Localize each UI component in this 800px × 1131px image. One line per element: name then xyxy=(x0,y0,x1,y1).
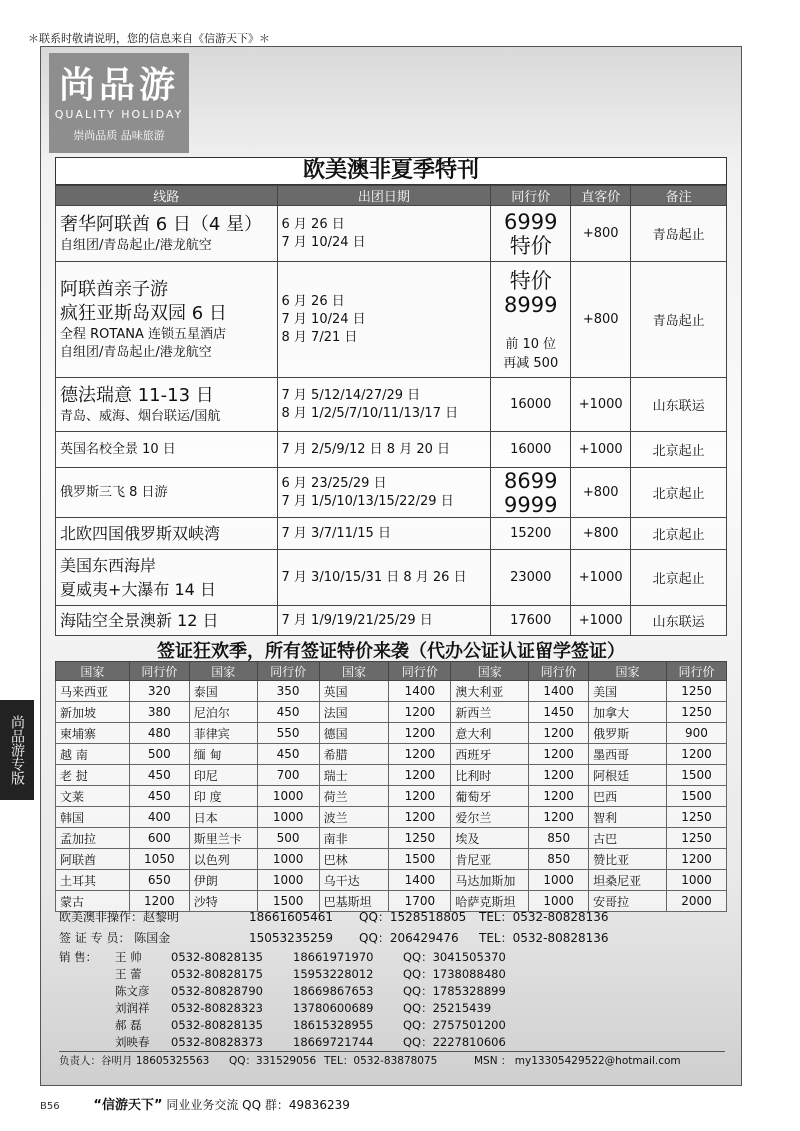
visa-country: 柬埔寨 xyxy=(56,723,130,744)
tour-date: 7 月 3/10/15/31 日 8 月 26 日 xyxy=(277,550,491,606)
tour-date: 6 月 26 日 xyxy=(281,216,345,232)
visa-price: 500 xyxy=(257,828,319,849)
visa-price: 1000 xyxy=(257,807,319,828)
tour-price: 9999 xyxy=(504,492,558,517)
visa-row xyxy=(56,702,727,723)
visa-price: 1500 xyxy=(666,765,726,786)
col-header-country: 国家 xyxy=(451,662,529,681)
visa-country: 美国 xyxy=(589,681,667,702)
visa-country: 斯里兰卡 xyxy=(189,828,257,849)
tour-direct-price: +1000 xyxy=(571,606,631,636)
visa-price: 1500 xyxy=(666,786,726,807)
manager-qq: QQ：331529056 xyxy=(229,1055,317,1067)
sales-qq: QQ：25215439 xyxy=(403,1001,492,1015)
sales-qq: QQ：1738088480 xyxy=(403,967,506,981)
tour-title: 奢华阿联酋 6 日（4 星） xyxy=(60,213,263,235)
visa-price: 1250 xyxy=(666,828,726,849)
tour-row xyxy=(56,206,727,262)
tour-price: 8999 xyxy=(504,292,558,317)
sales-label: 销 售： xyxy=(59,950,98,964)
brand-logo xyxy=(49,53,189,153)
visa-price: 1000 xyxy=(257,786,319,807)
sales-tel: 0532-80828323 xyxy=(171,1001,263,1015)
tour-price: 16000 xyxy=(491,432,571,468)
col-header-country: 国家 xyxy=(589,662,667,681)
tour-date: 7 月 10/24 日 xyxy=(281,234,366,250)
visa-country: 巴林 xyxy=(319,849,389,870)
tour-note: 山东联运 xyxy=(631,606,727,636)
visa-row xyxy=(56,807,727,828)
tour-price: 6999 xyxy=(504,209,558,234)
visa-price: 1200 xyxy=(389,807,451,828)
visa-price: 320 xyxy=(129,681,189,702)
tour-sub: 疯狂亚斯岛双园 6 日 xyxy=(60,302,227,324)
col-header-country: 国家 xyxy=(189,662,257,681)
visa-price: 1200 xyxy=(529,765,589,786)
visa-country: 伊朗 xyxy=(189,870,257,891)
visa-price: 600 xyxy=(129,828,189,849)
visa-price: 450 xyxy=(257,702,319,723)
sales-mobile: 13780600689 xyxy=(293,1001,374,1015)
sales-qq: QQ：2227810606 xyxy=(403,1035,506,1049)
sales-contact xyxy=(59,1034,725,1051)
visa-price: 1250 xyxy=(666,702,726,723)
page-footer xyxy=(40,1094,740,1113)
page-title: 欧美澳非夏季特刊 xyxy=(55,157,727,185)
visa-price: 1000 xyxy=(257,870,319,891)
tour-price: 特价 xyxy=(509,268,552,293)
tour-title: 阿联酋亲子游 xyxy=(60,278,168,300)
visa-country: 缅 甸 xyxy=(189,744,257,765)
tour-direct-price: +800 xyxy=(571,206,631,262)
tour-row xyxy=(56,262,727,378)
visa-price: 1200 xyxy=(666,744,726,765)
tour-title: 美国东西海岸 xyxy=(60,555,157,575)
sales-mobile: 18669867653 xyxy=(293,984,374,998)
visa-price: 850 xyxy=(529,828,589,849)
col-header-country: 国家 xyxy=(56,662,130,681)
visa-section-title: 签证狂欢季，所有签证特价来袭（代办公证认证留学签证） xyxy=(157,641,625,662)
visa-country: 菲律宾 xyxy=(189,723,257,744)
visa-country: 法国 xyxy=(319,702,389,723)
visa-country: 智利 xyxy=(589,807,667,828)
visa-price: 350 xyxy=(257,681,319,702)
tour-note: 山东联运 xyxy=(631,378,727,432)
tour-note: 青岛起止 xyxy=(631,206,727,262)
visa-price: 1000 xyxy=(529,870,589,891)
sales-qq: QQ：1785328899 xyxy=(403,984,506,998)
visa-price: 380 xyxy=(129,702,189,723)
visa-country: 波兰 xyxy=(319,807,389,828)
col-header-price: 同行价 xyxy=(389,662,451,681)
tour-date: 7 月 1/5/10/13/15/22/29 日 xyxy=(281,493,454,509)
visa-row xyxy=(56,765,727,786)
visa-price: 1200 xyxy=(529,786,589,807)
visa-price: 550 xyxy=(257,723,319,744)
visa-price: 1200 xyxy=(666,849,726,870)
visa-price: 1200 xyxy=(389,765,451,786)
col-header-price: 同行价 xyxy=(257,662,319,681)
visa-country: 新西兰 xyxy=(451,702,529,723)
sales-mobile: 18661971970 xyxy=(293,950,374,964)
col-header-dates: 出团日期 xyxy=(277,186,491,206)
tour-table-header xyxy=(56,186,727,206)
visa-country: 澳大利亚 xyxy=(451,681,529,702)
visa-price: 2000 xyxy=(666,891,726,912)
footer-text: 同业业务交流 QQ 群：49836239 xyxy=(166,1098,350,1112)
sales-mobile: 15953228012 xyxy=(293,967,374,981)
sales-contact xyxy=(59,1000,725,1017)
tour-direct-price: +800 xyxy=(571,518,631,550)
tour-direct-price: +1000 xyxy=(571,550,631,606)
tour-date: 7 月 5/12/14/27/29 日 xyxy=(281,387,421,403)
visa-country: 马来西亚 xyxy=(56,681,130,702)
ad-frame xyxy=(40,46,742,1086)
source-note: ＊联系时敬请说明，您的信息来自《信游天下》＊ xyxy=(28,32,270,45)
tour-price: 23000 xyxy=(491,550,571,606)
tour-sub: 全程 ROTANA 连锁五星酒店 xyxy=(60,326,226,342)
visa-country: 沙特 xyxy=(189,891,257,912)
sales-qq: QQ：3041505370 xyxy=(403,950,506,964)
visa-price: 1250 xyxy=(666,807,726,828)
visa-contact-mobile: 15053235259 xyxy=(249,931,333,945)
page-number: B56 xyxy=(40,1101,60,1112)
sales-tel: 0532-80828175 xyxy=(171,967,263,981)
sales-tel: 0532-80828790 xyxy=(171,984,263,998)
visa-country: 西班牙 xyxy=(451,744,529,765)
visa-price: 850 xyxy=(529,849,589,870)
tour-direct-price: +1000 xyxy=(571,378,631,432)
visa-country: 老 挝 xyxy=(56,765,130,786)
logo-slogan: 崇尚品质 品味旅游 xyxy=(73,129,165,142)
visa-country: 乌干达 xyxy=(319,870,389,891)
tour-note: 北京起止 xyxy=(631,432,727,468)
footer-brand: “信游天下” xyxy=(93,1098,163,1113)
visa-country: 泰国 xyxy=(189,681,257,702)
sales-contact xyxy=(59,966,725,983)
visa-country: 孟加拉 xyxy=(56,828,130,849)
visa-price: 1400 xyxy=(389,681,451,702)
tour-price: 8699 xyxy=(504,468,558,493)
ops-label: 欧美澳非操作：赵黎明 xyxy=(59,910,180,924)
visa-country: 瑞士 xyxy=(319,765,389,786)
visa-price: 480 xyxy=(129,723,189,744)
visa-price: 1000 xyxy=(529,891,589,912)
visa-country: 尼泊尔 xyxy=(189,702,257,723)
sales-name: 刘映春 xyxy=(115,1035,150,1049)
sales-list xyxy=(59,949,725,1051)
visa-price: 400 xyxy=(129,807,189,828)
visa-contact-qq: QQ：206429476 xyxy=(359,931,459,945)
tour-note: 北京起止 xyxy=(631,468,727,518)
visa-country: 哈萨克斯坦 xyxy=(451,891,529,912)
tour-title: 北欧四国俄罗斯双峡湾 xyxy=(56,518,278,550)
tour-date: 7 月 3/7/11/15 日 xyxy=(277,518,491,550)
tour-row xyxy=(56,518,727,550)
tour-title: 俄罗斯三飞 8 日游 xyxy=(56,468,278,518)
ops-tel: TEL：0532-80828136 xyxy=(479,910,609,924)
visa-country: 阿联酋 xyxy=(56,849,130,870)
tour-title: 英国名校全景 10 日 xyxy=(56,432,278,468)
tour-direct-price: +800 xyxy=(571,468,631,518)
visa-price: 1700 xyxy=(389,891,451,912)
tour-date: 8 月 1/2/5/7/10/11/13/17 日 xyxy=(281,405,459,421)
visa-country: 荷兰 xyxy=(319,786,389,807)
visa-price: 1200 xyxy=(389,744,451,765)
tour-date: 8 月 7/21 日 xyxy=(281,329,358,345)
col-header-note: 备注 xyxy=(631,186,727,206)
tour-price: 16000 xyxy=(491,378,571,432)
tour-table xyxy=(55,185,727,636)
tour-direct-price: +800 xyxy=(571,262,631,378)
manager-contact xyxy=(59,1051,725,1069)
visa-country: 赞比亚 xyxy=(589,849,667,870)
visa-country: 古巴 xyxy=(589,828,667,849)
visa-price: 1200 xyxy=(129,891,189,912)
tour-title: 海陆空全景澳新 12 日 xyxy=(56,606,278,636)
visa-country: 俄罗斯 xyxy=(589,723,667,744)
tour-price-note: 再减 500 xyxy=(503,355,559,371)
sales-tel: 0532-80828135 xyxy=(171,1018,263,1032)
sales-mobile: 18615328955 xyxy=(293,1018,374,1032)
sales-tel: 0532-80828135 xyxy=(171,950,263,964)
visa-row xyxy=(56,681,727,702)
tour-row xyxy=(56,468,727,518)
visa-price-table xyxy=(55,661,727,912)
visa-country: 土耳其 xyxy=(56,870,130,891)
tour-date: 7 月 1/9/19/21/25/29 日 xyxy=(277,606,491,636)
visa-row xyxy=(56,870,727,891)
visa-price: 450 xyxy=(129,765,189,786)
visa-country: 葡萄牙 xyxy=(451,786,529,807)
visa-country: 韩国 xyxy=(56,807,130,828)
visa-country: 埃及 xyxy=(451,828,529,849)
tour-price: 17600 xyxy=(491,606,571,636)
tour-row xyxy=(56,550,727,606)
visa-price: 700 xyxy=(257,765,319,786)
sales-mobile: 18669721744 xyxy=(293,1035,374,1049)
sales-qq: QQ：2757501200 xyxy=(403,1018,506,1032)
visa-country: 蒙古 xyxy=(56,891,130,912)
col-header-price: 同行价 xyxy=(666,662,726,681)
tour-price-note: 前 10 位 xyxy=(505,336,557,352)
visa-price: 1200 xyxy=(389,786,451,807)
side-tab: 尚品游专版 xyxy=(0,700,34,800)
visa-price: 1250 xyxy=(389,828,451,849)
visa-country: 新加坡 xyxy=(56,702,130,723)
visa-country: 肯尼亚 xyxy=(451,849,529,870)
tour-price: 特价 xyxy=(509,233,552,258)
ops-qq: QQ：1528518805 xyxy=(359,910,467,924)
visa-price: 450 xyxy=(129,786,189,807)
tour-row xyxy=(56,606,727,636)
tour-direct-price: +1000 xyxy=(571,432,631,468)
col-header-price: 同行价 xyxy=(129,662,189,681)
visa-price: 1200 xyxy=(529,723,589,744)
tour-row xyxy=(56,432,727,468)
sales-contact xyxy=(59,1017,725,1034)
visa-price: 1500 xyxy=(257,891,319,912)
visa-country: 意大利 xyxy=(451,723,529,744)
visa-country: 墨西哥 xyxy=(589,744,667,765)
sales-name: 郝 磊 xyxy=(115,1018,142,1032)
visa-price: 1050 xyxy=(129,849,189,870)
tour-date: 6 月 26 日 xyxy=(281,293,345,309)
visa-price: 1500 xyxy=(389,849,451,870)
tour-sub: 青岛、威海、烟台联运/国航 xyxy=(60,408,221,424)
visa-country: 日本 xyxy=(189,807,257,828)
visa-contact-label: 签 证 专 员： 陈国金 xyxy=(59,931,171,945)
visa-country: 加拿大 xyxy=(589,702,667,723)
visa-price: 1400 xyxy=(389,870,451,891)
visa-price: 1000 xyxy=(257,849,319,870)
logo-name: 尚品游 xyxy=(58,65,179,106)
contact-section xyxy=(59,907,725,1069)
visa-country: 以色列 xyxy=(189,849,257,870)
visa-price: 1200 xyxy=(529,744,589,765)
col-header-price: 同行价 xyxy=(529,662,589,681)
tour-note: 北京起止 xyxy=(631,518,727,550)
visa-country: 安哥拉 xyxy=(589,891,667,912)
visa-country: 印 度 xyxy=(189,786,257,807)
visa-country: 爱尔兰 xyxy=(451,807,529,828)
tour-note: 北京起止 xyxy=(631,550,727,606)
visa-country: 巴基斯坦 xyxy=(319,891,389,912)
tour-title: 德法瑞意 11-13 日 xyxy=(60,384,214,406)
col-header-trade-price: 同行价 xyxy=(491,186,571,206)
visa-price: 650 xyxy=(129,870,189,891)
visa-price: 1000 xyxy=(666,870,726,891)
visa-price: 500 xyxy=(129,744,189,765)
visa-price: 1450 xyxy=(529,702,589,723)
col-header-route: 线路 xyxy=(56,186,278,206)
visa-row xyxy=(56,744,727,765)
visa-country: 南非 xyxy=(319,828,389,849)
visa-country: 文莱 xyxy=(56,786,130,807)
visa-country: 阿根廷 xyxy=(589,765,667,786)
visa-country: 德国 xyxy=(319,723,389,744)
tour-note: 青岛起止 xyxy=(631,262,727,378)
visa-price: 1250 xyxy=(666,681,726,702)
sales-tel: 0532-80828373 xyxy=(171,1035,263,1049)
manager-label: 负责人：谷明月 18605325563 xyxy=(59,1055,210,1067)
visa-row xyxy=(56,828,727,849)
visa-country: 越 南 xyxy=(56,744,130,765)
visa-country: 坦桑尼亚 xyxy=(589,870,667,891)
visa-price: 450 xyxy=(257,744,319,765)
visa-row xyxy=(56,849,727,870)
visa-contact-tel: TEL：0532-80828136 xyxy=(479,931,609,945)
visa-row xyxy=(56,786,727,807)
visa-price: 1200 xyxy=(389,702,451,723)
ops-contact xyxy=(59,907,725,928)
sales-name: 王 帅 xyxy=(115,950,142,964)
tour-date: 6 月 23/25/29 日 xyxy=(281,475,387,491)
tour-sub: 夏威夷+大瀑布 14 日 xyxy=(60,579,216,599)
sales-name: 刘润祥 xyxy=(115,1001,150,1015)
sales-contact xyxy=(59,949,725,966)
col-header-direct-price: 直客价 xyxy=(571,186,631,206)
tour-sub: 自组团/青岛起止/港龙航空 xyxy=(60,344,212,360)
tour-price: 15200 xyxy=(491,518,571,550)
visa-price: 1200 xyxy=(389,723,451,744)
visa-contact xyxy=(59,928,725,949)
col-header-country: 国家 xyxy=(319,662,389,681)
visa-price: 1400 xyxy=(529,681,589,702)
visa-country: 巴西 xyxy=(589,786,667,807)
visa-table-header xyxy=(56,662,727,681)
visa-country: 比利时 xyxy=(451,765,529,786)
tour-date: 7 月 10/24 日 xyxy=(281,311,366,327)
manager-tel: TEL：0532-83878075 xyxy=(324,1055,438,1067)
visa-country: 印尼 xyxy=(189,765,257,786)
visa-country: 马达加斯加 xyxy=(451,870,529,891)
visa-price: 1200 xyxy=(529,807,589,828)
tour-row xyxy=(56,378,727,432)
sales-name: 陈文彦 xyxy=(115,984,150,998)
visa-row xyxy=(56,723,727,744)
visa-country: 英国 xyxy=(319,681,389,702)
sales-contact xyxy=(59,983,725,1000)
tour-date: 7 月 2/5/9/12 日 8 月 20 日 xyxy=(277,432,491,468)
ops-mobile: 18661605461 xyxy=(249,910,333,924)
logo-en: QUALITY HOLIDAY xyxy=(54,108,184,121)
manager-msn: MSN ： my13305429522@hotmail.com xyxy=(474,1055,681,1067)
visa-country: 希腊 xyxy=(319,744,389,765)
tour-sub: 自组团/青岛起止/港龙航空 xyxy=(60,237,212,253)
visa-price: 900 xyxy=(666,723,726,744)
sales-name: 王 蕾 xyxy=(115,967,142,981)
